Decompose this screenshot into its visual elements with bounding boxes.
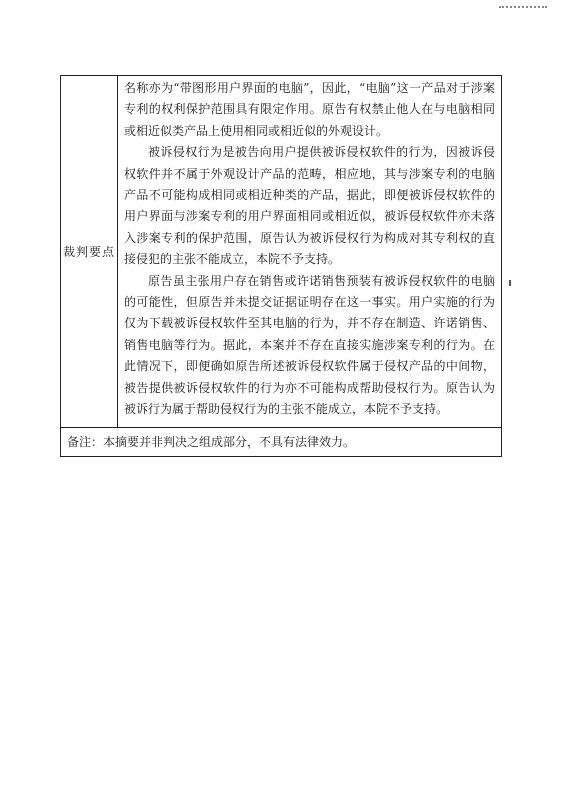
key-points-label: 裁判要点 [61,76,118,428]
note-row [61,427,502,456]
scan-edge-mark [509,280,511,286]
paragraph-contributory-infringement: 原告虽主张用户存在销售或许诺销售预装有被诉侵权软件的电脑的可能性，但原告并未提交证据证明存在这一事实。用户实施的行为仅为下载被诉侵权软件至其电脑的行为，并不存在制造、许诺销售、销售电脑等行为。据此，本案并不存在直接实施涉案专利的行为。在此情况下，即便确如原告所述被诉侵权软件属于侵权产品的中间物，被告提供被诉侵权软件的行为亦不可能构成帮助侵权行为。原告认为被诉行为属于帮助侵权行为的主张不能成立，本院不予支持。 [124,273,495,417]
judgment-summary-table [60,75,502,457]
note-text: 备注：本摘要并非判决之组成部分，不具有法律效力。 [61,427,502,456]
paragraph-infringing-act: 被诉侵权行为是被告向用户提供被诉侵权软件的行为，因被诉侵权软件并不属于外观设计产品的范畴，相应地，其与涉案专利的电脑产品不可能构成相同或相近种类的产品，据此，即便被诉侵权软件的用户界面与涉案专利的用户界面相同或相近似，被诉侵权软件亦未落入涉案专利的保护范围，原告认为被诉侵权行为构成对其专利权的直接侵犯的主张不能成立，本院不予支持。 [124,145,495,267]
paragraph-continued: 名称亦为“带图形用户界面的电脑”，因此，“电脑”这一产品对于涉案专利的权利保护范围具有限定作用。原告有权禁止他人在与电脑相同或相近似类产品上使用相同或相近似的外观设计。 [124,81,495,138]
key-points-row [61,76,502,428]
scan-artifact [499,6,547,11]
key-points-content [118,76,502,428]
